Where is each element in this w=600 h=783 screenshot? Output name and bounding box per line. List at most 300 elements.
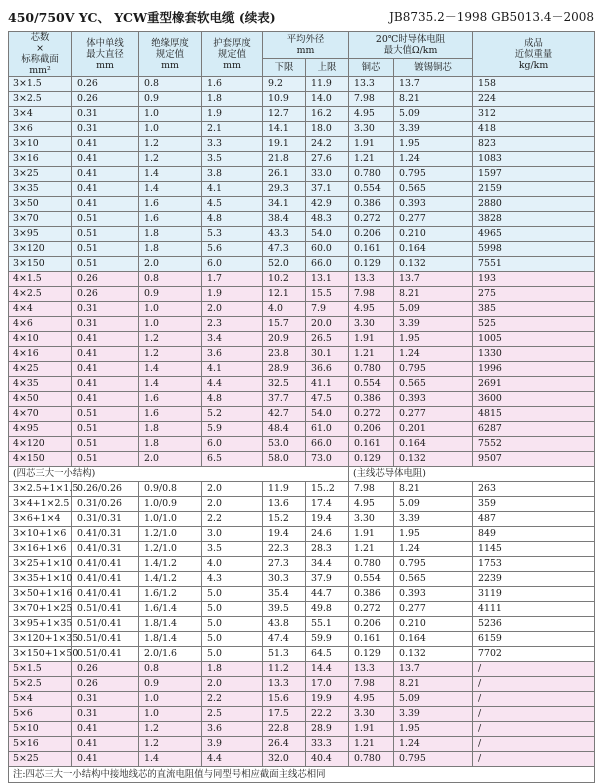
cell-outer-max: 40.4 — [306, 752, 349, 767]
cell-outer-min: 43.8 — [263, 617, 306, 632]
cell-conductor-dia: 0.41 — [72, 362, 139, 377]
cell-weight: 385 — [473, 302, 595, 317]
col-header-res-tin: 镀锡铜芯 — [394, 58, 473, 76]
cell-outer-min: 53.0 — [263, 437, 306, 452]
cell-sheath: 2.0 — [202, 497, 263, 512]
cell-outer-max: 30.1 — [306, 347, 349, 362]
cell-weight: 4815 — [473, 407, 595, 422]
cell-insulation: 1.0 — [139, 317, 202, 332]
cell-model: 3×50 — [9, 197, 72, 212]
table-row — [9, 662, 595, 677]
cell-res-tin: 8.21 — [394, 287, 473, 302]
cell-conductor-dia: 0.41 — [72, 137, 139, 152]
cell-model: 3×50+1×16 — [9, 587, 72, 602]
cell-res-cu: 13.3 — [349, 272, 394, 287]
cell-sheath: 4.1 — [202, 362, 263, 377]
cell-res-cu: 0.129 — [349, 452, 394, 467]
cell-model: 3×4 — [9, 107, 72, 122]
cell-model: 3×6+1×4 — [9, 512, 72, 527]
cell-outer-min: 19.4 — [263, 527, 306, 542]
cell-weight: 5236 — [473, 617, 595, 632]
cell-insulation: 1.6 — [139, 407, 202, 422]
cell-insulation: 1.0 — [139, 107, 202, 122]
table-row — [9, 257, 595, 272]
cell-res-tin: 3.39 — [394, 317, 473, 332]
cell-weight: 158 — [473, 77, 595, 92]
cell-conductor-dia: 0.41 — [72, 392, 139, 407]
cell-weight: 1996 — [473, 362, 595, 377]
cell-conductor-dia: 0.41 — [72, 152, 139, 167]
cell-res-tin: 1.95 — [394, 332, 473, 347]
cell-conductor-dia: 0.41/0.41 — [72, 587, 139, 602]
table-row — [9, 677, 595, 692]
col-header-outer-dia: 平均外径 mm — [263, 32, 349, 59]
cell-conductor-dia: 0.41 — [72, 737, 139, 752]
cell-outer-min: 51.3 — [263, 647, 306, 662]
cell-insulation: 1.8/1.4 — [139, 632, 202, 647]
table-row — [9, 572, 595, 587]
cell-outer-max: 54.0 — [306, 227, 349, 242]
cell-res-tin: 0.164 — [394, 437, 473, 452]
col-header-res-cu: 铜芯 — [349, 58, 394, 76]
cell-res-tin: 0.795 — [394, 752, 473, 767]
cell-res-tin: 0.393 — [394, 587, 473, 602]
cell-sheath: 1.9 — [202, 287, 263, 302]
table-row — [9, 272, 595, 287]
cell-res-cu: 3.30 — [349, 707, 394, 722]
cell-outer-min: 26.1 — [263, 167, 306, 182]
cell-outer-max: 34.4 — [306, 557, 349, 572]
cell-sheath: 5.3 — [202, 227, 263, 242]
cell-outer-max: 33.0 — [306, 167, 349, 182]
cell-res-cu: 0.161 — [349, 242, 394, 257]
cell-res-cu: 13.3 — [349, 77, 394, 92]
cell-sheath: 4.0 — [202, 557, 263, 572]
cell-conductor-dia: 0.41/0.31 — [72, 542, 139, 557]
cell-weight: 1145 — [473, 542, 595, 557]
cell-weight: / — [473, 722, 595, 737]
cell-sheath: 2.5 — [202, 707, 263, 722]
cell-insulation: 0.9 — [139, 287, 202, 302]
cell-outer-max: 16.2 — [306, 107, 349, 122]
cell-sheath: 3.8 — [202, 167, 263, 182]
cell-model: 3×10 — [9, 137, 72, 152]
table-row — [9, 407, 595, 422]
cell-model: 3×25+1×10 — [9, 557, 72, 572]
cell-model: 4×120 — [9, 437, 72, 452]
cell-insulation: 1.8 — [139, 242, 202, 257]
cell-res-cu: 1.91 — [349, 137, 394, 152]
cell-outer-max: 66.0 — [306, 437, 349, 452]
cell-insulation: 0.9 — [139, 92, 202, 107]
cell-model: 3×16 — [9, 152, 72, 167]
cell-outer-max: 49.8 — [306, 602, 349, 617]
cell-weight: 6159 — [473, 632, 595, 647]
cell-conductor-dia: 0.51 — [72, 452, 139, 467]
cell-weight: 1005 — [473, 332, 595, 347]
cell-sheath: 3.6 — [202, 722, 263, 737]
col-header-conductor-dia: 体中单线 最大直径 mm — [72, 32, 139, 77]
cell-outer-max: 19.4 — [306, 512, 349, 527]
cell-model: 5×6 — [9, 707, 72, 722]
cell-conductor-dia: 0.31 — [72, 707, 139, 722]
cell-weight: 3119 — [473, 587, 595, 602]
cell-conductor-dia: 0.26 — [72, 662, 139, 677]
table-header — [9, 32, 595, 77]
cell-outer-min: 15.6 — [263, 692, 306, 707]
cell-model: 3×120+1×35 — [9, 632, 72, 647]
col-header-insulation: 绝缘厚度 规定值 mm — [139, 32, 202, 77]
cell-insulation: 1.4 — [139, 377, 202, 392]
cell-res-tin: 0.565 — [394, 572, 473, 587]
cell-res-cu: 1.91 — [349, 527, 394, 542]
cell-res-cu: 0.386 — [349, 587, 394, 602]
cell-model: 4×16 — [9, 347, 72, 362]
cell-sheath: 2.0 — [202, 302, 263, 317]
footnote: 注:四芯三大一小结构中接地线芯的直流电阻值与同型号相应截面主线芯相同 — [9, 767, 595, 783]
cell-outer-max: 26.5 — [306, 332, 349, 347]
section-row — [9, 467, 595, 482]
cell-sheath: 2.2 — [202, 692, 263, 707]
cell-outer-max: 47.5 — [306, 392, 349, 407]
cell-conductor-dia: 0.41 — [72, 182, 139, 197]
cell-res-tin: 1.24 — [394, 347, 473, 362]
cell-model: 3×2.5 — [9, 92, 72, 107]
cell-res-cu: 1.91 — [349, 722, 394, 737]
cell-conductor-dia: 0.41 — [72, 722, 139, 737]
cell-outer-min: 30.3 — [263, 572, 306, 587]
cell-insulation: 1.8/1.4 — [139, 617, 202, 632]
table-row — [9, 347, 595, 362]
cell-outer-min: 35.4 — [263, 587, 306, 602]
cell-outer-min: 14.1 — [263, 122, 306, 137]
cell-weight: 2159 — [473, 182, 595, 197]
document-header — [8, 3, 594, 29]
cell-res-tin: 3.39 — [394, 512, 473, 527]
table-row — [9, 482, 595, 497]
table-row — [9, 452, 595, 467]
cell-res-tin: 0.795 — [394, 167, 473, 182]
cell-model: 5×2.5 — [9, 677, 72, 692]
cell-res-cu: 7.98 — [349, 92, 394, 107]
cell-res-tin: 5.09 — [394, 107, 473, 122]
cell-res-cu: 0.206 — [349, 227, 394, 242]
cell-conductor-dia: 0.26 — [72, 272, 139, 287]
cell-outer-min: 15.7 — [263, 317, 306, 332]
cell-res-tin: 0.132 — [394, 257, 473, 272]
cell-insulation: 2.0 — [139, 257, 202, 272]
cell-insulation: 1.0/0.9 — [139, 497, 202, 512]
table-row — [9, 197, 595, 212]
cell-conductor-dia: 0.31/0.26 — [72, 497, 139, 512]
cell-outer-max: 24.6 — [306, 527, 349, 542]
cell-res-cu: 1.21 — [349, 347, 394, 362]
cell-res-tin: 0.277 — [394, 602, 473, 617]
cell-res-tin: 0.795 — [394, 557, 473, 572]
cell-model: 3×16+1×6 — [9, 542, 72, 557]
cell-model: 3×95 — [9, 227, 72, 242]
cell-res-tin: 1.24 — [394, 152, 473, 167]
cell-weight: 823 — [473, 137, 595, 152]
cell-model: 4×10 — [9, 332, 72, 347]
cell-res-tin: 13.7 — [394, 77, 473, 92]
cell-outer-max: 42.9 — [306, 197, 349, 212]
cell-outer-max: 61.0 — [306, 422, 349, 437]
cell-res-cu: 0.129 — [349, 647, 394, 662]
cell-sheath: 6.0 — [202, 437, 263, 452]
cell-outer-max: 37.9 — [306, 572, 349, 587]
cell-weight: 312 — [473, 107, 595, 122]
cell-res-tin: 1.95 — [394, 137, 473, 152]
cell-outer-min: 13.3 — [263, 677, 306, 692]
cell-res-cu: 0.780 — [349, 752, 394, 767]
cell-conductor-dia: 0.51 — [72, 227, 139, 242]
cell-insulation: 1.0 — [139, 122, 202, 137]
cell-conductor-dia: 0.26/0.26 — [72, 482, 139, 497]
cell-model: 5×1.5 — [9, 662, 72, 677]
cell-outer-min: 9.2 — [263, 77, 306, 92]
cell-conductor-dia: 0.51 — [72, 437, 139, 452]
cell-weight: 6287 — [473, 422, 595, 437]
cell-sheath: 3.5 — [202, 152, 263, 167]
cell-conductor-dia: 0.31 — [72, 122, 139, 137]
cell-outer-max: 24.2 — [306, 137, 349, 152]
cell-insulation: 1.4 — [139, 167, 202, 182]
cell-outer-max: 36.6 — [306, 362, 349, 377]
cell-outer-max: 20.0 — [306, 317, 349, 332]
cell-insulation: 1.8 — [139, 227, 202, 242]
cell-res-tin: 3.39 — [394, 122, 473, 137]
cell-conductor-dia: 0.41 — [72, 377, 139, 392]
cell-conductor-dia: 0.26 — [72, 677, 139, 692]
table-row — [9, 107, 595, 122]
cell-res-cu: 4.95 — [349, 497, 394, 512]
cell-res-cu: 3.30 — [349, 317, 394, 332]
cell-weight: 487 — [473, 512, 595, 527]
cell-weight: 5998 — [473, 242, 595, 257]
cell-conductor-dia: 0.31 — [72, 317, 139, 332]
cell-model: 3×70 — [9, 212, 72, 227]
cell-outer-min: 22.8 — [263, 722, 306, 737]
cell-res-tin: 0.210 — [394, 227, 473, 242]
cell-insulation: 2.0/1.6 — [139, 647, 202, 662]
table-row — [9, 152, 595, 167]
cell-sheath: 4.1 — [202, 182, 263, 197]
cell-weight: 7551 — [473, 257, 595, 272]
cell-sheath: 3.4 — [202, 332, 263, 347]
cell-weight: 193 — [473, 272, 595, 287]
table-row — [9, 77, 595, 92]
cell-sheath: 5.0 — [202, 617, 263, 632]
cell-insulation: 1.4/1.2 — [139, 557, 202, 572]
cell-outer-min: 52.0 — [263, 257, 306, 272]
cell-res-cu: 7.98 — [349, 287, 394, 302]
cell-outer-min: 39.5 — [263, 602, 306, 617]
cell-outer-min: 10.2 — [263, 272, 306, 287]
cell-model: 3×150 — [9, 257, 72, 272]
cell-sheath: 1.6 — [202, 77, 263, 92]
cell-res-cu: 0.272 — [349, 212, 394, 227]
cell-outer-min: 37.7 — [263, 392, 306, 407]
cell-insulation: 1.4 — [139, 182, 202, 197]
cell-res-tin: 0.393 — [394, 392, 473, 407]
cell-weight: 1083 — [473, 152, 595, 167]
cell-insulation: 1.0 — [139, 302, 202, 317]
cell-res-tin: 0.164 — [394, 242, 473, 257]
cell-outer-min: 42.7 — [263, 407, 306, 422]
cell-conductor-dia: 0.51 — [72, 407, 139, 422]
cable-spec-table — [8, 31, 595, 783]
cell-outer-max: 27.6 — [306, 152, 349, 167]
cell-outer-min: 43.3 — [263, 227, 306, 242]
cell-outer-min: 21.8 — [263, 152, 306, 167]
table-row — [9, 527, 595, 542]
cell-res-cu: 0.161 — [349, 437, 394, 452]
table-row — [9, 422, 595, 437]
cell-outer-max: 13.1 — [306, 272, 349, 287]
table-row — [9, 602, 595, 617]
standard-codes: JB8735.2－1998 GB5013.4－2008 — [389, 10, 594, 24]
cell-outer-min: 34.1 — [263, 197, 306, 212]
table-row — [9, 242, 595, 257]
cell-model: 4×6 — [9, 317, 72, 332]
cell-conductor-dia: 0.51 — [72, 242, 139, 257]
table-row — [9, 332, 595, 347]
cell-conductor-dia: 0.26 — [72, 92, 139, 107]
cell-outer-min: 12.7 — [263, 107, 306, 122]
cell-res-cu: 0.780 — [349, 167, 394, 182]
cell-insulation: 1.2 — [139, 737, 202, 752]
cell-model: 4×50 — [9, 392, 72, 407]
cell-insulation: 1.4/1.2 — [139, 572, 202, 587]
cell-weight: 224 — [473, 92, 595, 107]
cell-weight: 2239 — [473, 572, 595, 587]
cell-sheath: 5.6 — [202, 242, 263, 257]
cell-conductor-dia: 0.31 — [72, 107, 139, 122]
cell-weight: / — [473, 752, 595, 767]
cell-weight: / — [473, 692, 595, 707]
cell-model: 3×1.5 — [9, 77, 72, 92]
cell-conductor-dia: 0.31 — [72, 302, 139, 317]
cell-res-cu: 0.780 — [349, 362, 394, 377]
cell-outer-min: 10.9 — [263, 92, 306, 107]
cell-res-tin: 1.24 — [394, 737, 473, 752]
table-row — [9, 92, 595, 107]
table-row — [9, 302, 595, 317]
cell-insulation: 1.2 — [139, 137, 202, 152]
cell-outer-max: 14.0 — [306, 92, 349, 107]
cell-outer-max: 60.0 — [306, 242, 349, 257]
cell-conductor-dia: 0.51/0.41 — [72, 617, 139, 632]
cell-sheath: 3.9 — [202, 737, 263, 752]
cell-insulation: 2.0 — [139, 452, 202, 467]
cell-res-tin: 0.210 — [394, 617, 473, 632]
cell-model: 4×2.5 — [9, 287, 72, 302]
cell-res-tin: 8.21 — [394, 482, 473, 497]
cell-sheath: 2.0 — [202, 677, 263, 692]
cell-weight: 1330 — [473, 347, 595, 362]
cell-insulation: 1.8 — [139, 422, 202, 437]
cell-res-cu: 1.91 — [349, 332, 394, 347]
cell-insulation: 1.0 — [139, 692, 202, 707]
table-body — [9, 77, 595, 783]
cell-weight: / — [473, 677, 595, 692]
table-row — [9, 212, 595, 227]
cell-weight: / — [473, 662, 595, 677]
cell-outer-min: 11.9 — [263, 482, 306, 497]
table-row — [9, 137, 595, 152]
cell-res-cu: 0.272 — [349, 602, 394, 617]
cell-outer-min: 47.3 — [263, 242, 306, 257]
cell-res-cu: 3.30 — [349, 122, 394, 137]
cell-outer-max: 64.5 — [306, 647, 349, 662]
cell-model: 3×25 — [9, 167, 72, 182]
cell-res-tin: 0.132 — [394, 452, 473, 467]
cell-outer-min: 32.5 — [263, 377, 306, 392]
cell-insulation: 0.9/0.8 — [139, 482, 202, 497]
cell-insulation: 1.2 — [139, 332, 202, 347]
cell-model: 3×95+1×35 — [9, 617, 72, 632]
cell-insulation: 1.2 — [139, 347, 202, 362]
cell-res-tin: 13.7 — [394, 662, 473, 677]
cell-res-cu: 7.98 — [349, 677, 394, 692]
cell-res-tin: 5.09 — [394, 302, 473, 317]
cell-conductor-dia: 0.41 — [72, 197, 139, 212]
cell-outer-min: 26.4 — [263, 737, 306, 752]
cell-res-tin: 5.09 — [394, 497, 473, 512]
table-row — [9, 722, 595, 737]
cell-model: 3×35+1×10 — [9, 572, 72, 587]
table-row — [9, 512, 595, 527]
table-row — [9, 437, 595, 452]
cell-weight: 2691 — [473, 377, 595, 392]
cell-res-tin: 0.277 — [394, 212, 473, 227]
cell-conductor-dia: 0.41/0.41 — [72, 572, 139, 587]
cell-res-tin: 0.277 — [394, 407, 473, 422]
section-label: (四芯三大一小结构) — [9, 467, 349, 482]
cell-weight: 849 — [473, 527, 595, 542]
cell-outer-max: 19.9 — [306, 692, 349, 707]
cell-insulation: 1.4 — [139, 752, 202, 767]
cell-conductor-dia: 0.26 — [72, 287, 139, 302]
cell-outer-max: 18.0 — [306, 122, 349, 137]
cell-weight: 7552 — [473, 437, 595, 452]
cell-res-cu: 1.21 — [349, 542, 394, 557]
table-row — [9, 707, 595, 722]
cell-insulation: 1.6 — [139, 392, 202, 407]
cell-insulation: 0.8 — [139, 272, 202, 287]
cell-outer-max: 11.9 — [306, 77, 349, 92]
table-row — [9, 182, 595, 197]
cell-weight: 275 — [473, 287, 595, 302]
cell-sheath: 5.9 — [202, 422, 263, 437]
cell-res-cu: 0.386 — [349, 392, 394, 407]
cell-insulation: 1.2/1.0 — [139, 542, 202, 557]
cell-res-tin: 8.21 — [394, 92, 473, 107]
cell-outer-max: 14.4 — [306, 662, 349, 677]
cell-outer-min: 29.3 — [263, 182, 306, 197]
table-row — [9, 647, 595, 662]
cell-res-cu: 0.554 — [349, 572, 394, 587]
cell-sheath: 1.8 — [202, 92, 263, 107]
cell-conductor-dia: 0.31 — [72, 692, 139, 707]
cell-res-cu: 0.272 — [349, 407, 394, 422]
cell-conductor-dia: 0.26 — [72, 77, 139, 92]
cell-outer-max: 28.9 — [306, 722, 349, 737]
cell-outer-min: 58.0 — [263, 452, 306, 467]
cell-insulation: 0.8 — [139, 662, 202, 677]
col-header-sheath: 护套厚度 规定值 mm — [202, 32, 263, 77]
